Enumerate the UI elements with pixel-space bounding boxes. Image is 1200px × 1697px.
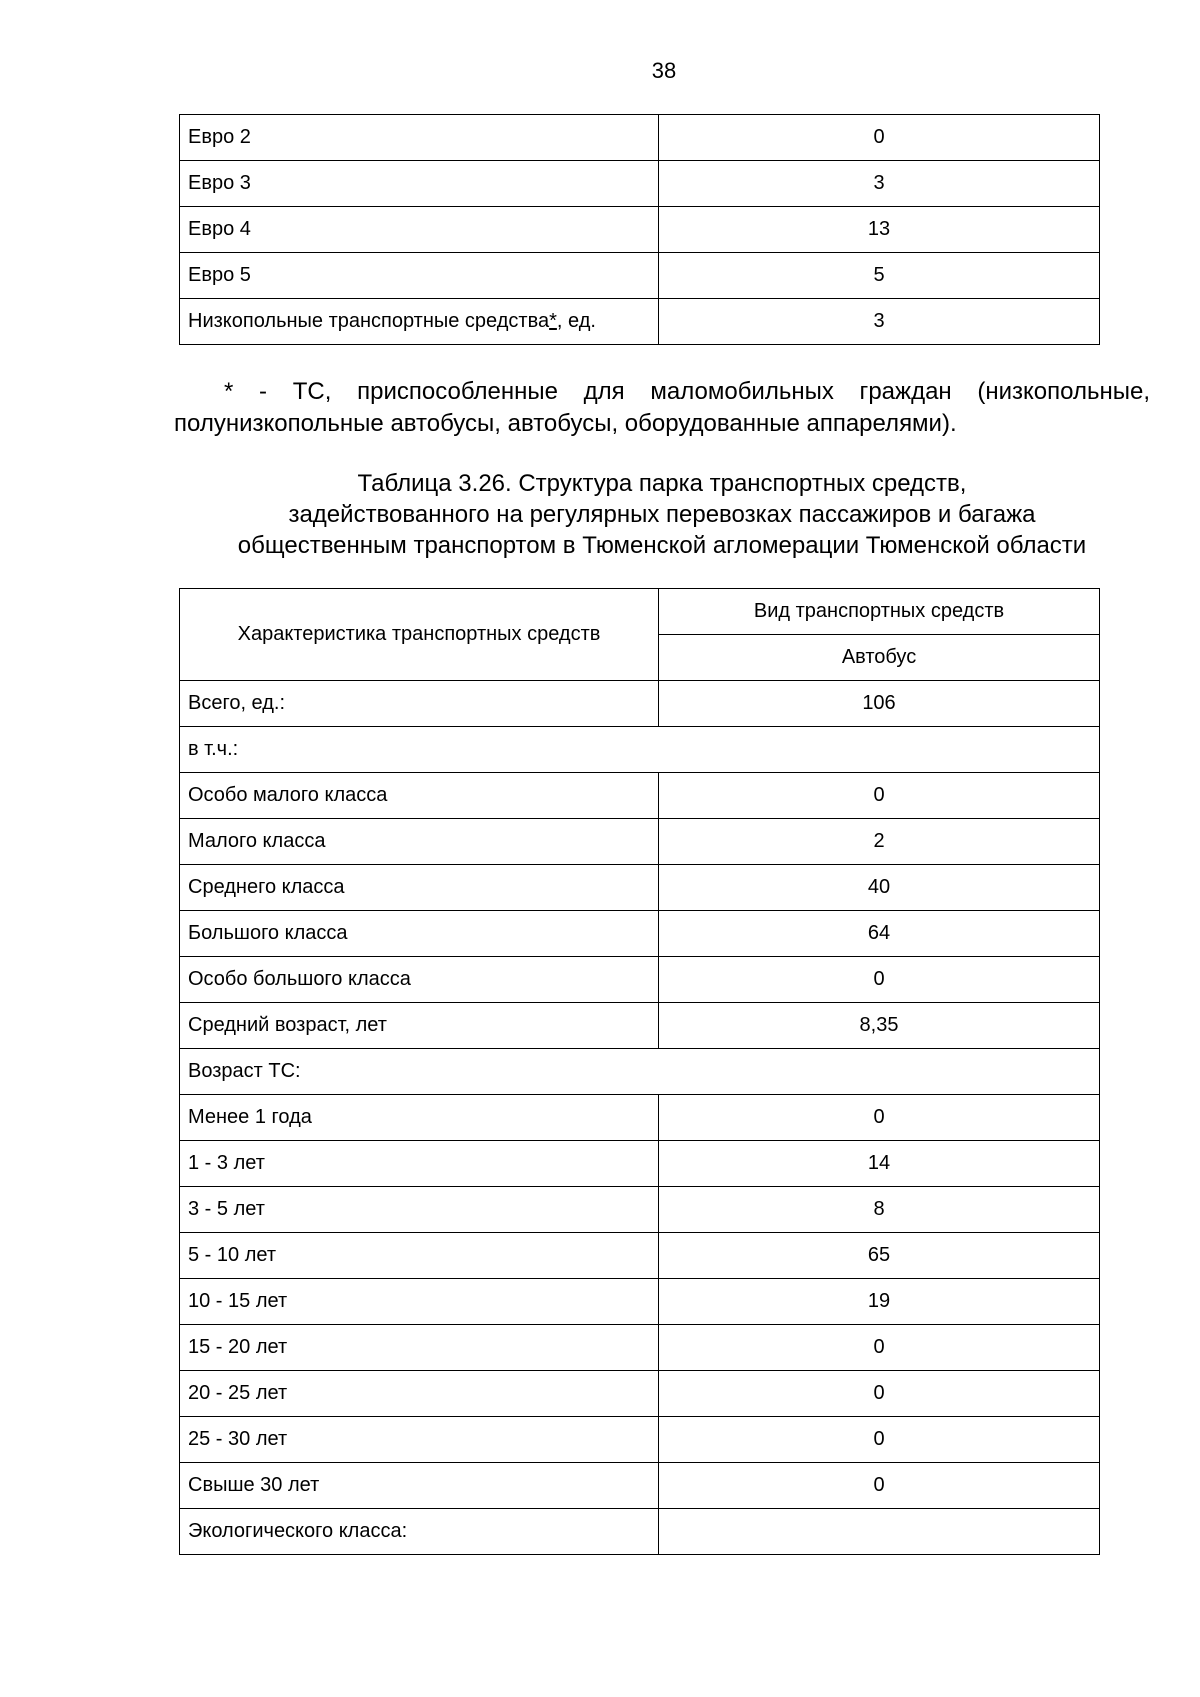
row-label: Менее 1 года: [180, 1095, 659, 1141]
row-value: 3: [659, 161, 1100, 207]
row-value: 65: [659, 1233, 1100, 1279]
header-bus: Автобус: [659, 635, 1100, 681]
row-label: 15 - 20 лет: [180, 1325, 659, 1371]
table-row: [180, 1509, 1100, 1555]
table-row: [180, 1003, 1100, 1049]
table-caption: [174, 468, 1150, 561]
table-row: [180, 681, 1100, 727]
page-number: 38: [651, 58, 677, 83]
table-section-row: [180, 727, 1100, 773]
eco-class-table-continued: [179, 114, 1100, 345]
table-row: [180, 773, 1100, 819]
row-label: 25 - 30 лет: [180, 1417, 659, 1463]
footnote-mark: *: [549, 310, 557, 332]
table-row: [180, 161, 1100, 207]
row-label: 10 - 15 лет: [180, 1279, 659, 1325]
lowfloor-label-unit: , ед.: [556, 310, 596, 332]
row-label: 5 - 10 лет: [180, 1233, 659, 1279]
row-label: 3 - 5 лет: [180, 1187, 659, 1233]
row-value: 2: [659, 819, 1100, 865]
table-row: [180, 865, 1100, 911]
row-label: Экологического класса:: [180, 1509, 659, 1555]
table-row: [180, 911, 1100, 957]
row-value: 5: [659, 253, 1100, 299]
table-row: [180, 299, 1100, 345]
row-label: Большого класса: [180, 911, 659, 957]
row-value: 64: [659, 911, 1100, 957]
row-label: Евро 3: [180, 161, 659, 207]
row-value: 3: [659, 299, 1100, 345]
table-row: [180, 115, 1100, 161]
lowfloor-label-text: Низкопольные транспортные средства: [188, 310, 550, 332]
row-value: 0: [659, 957, 1100, 1003]
row-label: Особо малого класса: [180, 773, 659, 819]
row-label: Малого класса: [180, 819, 659, 865]
row-label: Особо большого класса: [180, 957, 659, 1003]
footnote: * - ТС, приспособленные для маломобильных граждан (низкопольные, полунизкопольные автобусы, автобусы, оборудованные аппарелями).: [174, 378, 1150, 437]
row-value: 13: [659, 207, 1100, 253]
table-row: [180, 207, 1100, 253]
caption-line: общественным транспортом в Тюменской агломерации Тюменской области: [237, 532, 1087, 559]
table-row: [180, 957, 1100, 1003]
fleet-structure-table: [179, 588, 1100, 1555]
table-row: [180, 1463, 1100, 1509]
row-label: Свыше 30 лет: [180, 1463, 659, 1509]
table-row: [180, 1371, 1100, 1417]
row-label: Всего, ед.:: [180, 681, 659, 727]
row-value: 0: [659, 773, 1100, 819]
table-section-row: [180, 1049, 1100, 1095]
header-vehicle-type: Вид транспортных средств: [659, 589, 1100, 635]
table-row: [180, 253, 1100, 299]
table-row: [180, 1279, 1100, 1325]
row-value: 0: [659, 1095, 1100, 1141]
row-value: 106: [659, 681, 1100, 727]
row-label: 1 - 3 лет: [180, 1141, 659, 1187]
row-value: 40: [659, 865, 1100, 911]
row-value: 0: [659, 1371, 1100, 1417]
row-value: 14: [659, 1141, 1100, 1187]
row-value: 0: [659, 115, 1100, 161]
table-row: [180, 1233, 1100, 1279]
row-value: 8,35: [659, 1003, 1100, 1049]
table-header-row: [180, 589, 1100, 635]
table-row: [180, 1187, 1100, 1233]
caption-line: задействованного на регулярных перевозках пассажиров и багажа: [288, 501, 1036, 528]
section-label: в т.ч.:: [180, 727, 1100, 773]
row-value-empty: [659, 1509, 1100, 1555]
caption-line: Таблица 3.26. Структура парка транспортных средств,: [357, 470, 967, 497]
row-label: Евро 4: [180, 207, 659, 253]
table-row: [180, 1325, 1100, 1371]
row-label: Средний возраст, лет: [180, 1003, 659, 1049]
header-characteristic: Характеристика транспортных средств: [180, 589, 659, 681]
row-label: 20 - 25 лет: [180, 1371, 659, 1417]
row-value: 0: [659, 1325, 1100, 1371]
table-row: [180, 819, 1100, 865]
table-row: [180, 1095, 1100, 1141]
row-label: Среднего класса: [180, 865, 659, 911]
row-value: 0: [659, 1417, 1100, 1463]
row-label-lowfloor: [180, 299, 659, 345]
row-value: 0: [659, 1463, 1100, 1509]
row-label: Евро 2: [180, 115, 659, 161]
table-row: [180, 1417, 1100, 1463]
section-label: Возраст ТС:: [180, 1049, 1100, 1095]
row-value: 8: [659, 1187, 1100, 1233]
row-value: 19: [659, 1279, 1100, 1325]
table-row: [180, 1141, 1100, 1187]
row-label: Евро 5: [180, 253, 659, 299]
